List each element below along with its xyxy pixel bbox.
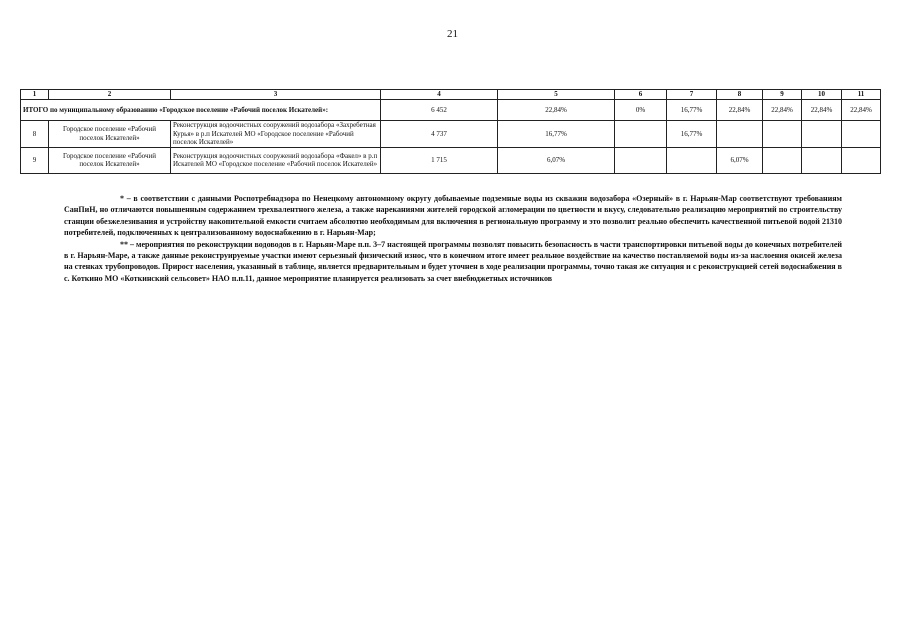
value-cell [717,121,763,148]
settlement-cell: Городское поселение «Рабочий поселок Искателей» [49,147,171,173]
table-header-row [21,90,881,100]
header-cell: 1 [21,90,49,100]
footnote-1: * – в соответствии с данными Роспотребнадзора по Ненецкому автономному округу добываемые подземные воды из скважин водозабора «Озерный» в г. Нарьян-Мар соответствуют требованиям СанПиН, но отличаются повышенным содержанием трехвалентного железа, а также нареканиями жителей городской агломерации по цветности и вкусу, следовательно реализацию мероприятий по строительству станции обезжелезивания и устройству накопительной емкости считаем абсолютно необходимым для включения в региональную программу и это позволит реально обеспечить качественной питьевой водой 21310 потребителей, подключенных к централизованному водоснабжению в г. Нарьян-Мар; [64,194,842,238]
settlement-cell: Городское поселение «Рабочий поселок Искателей» [49,121,171,148]
header-cell: 3 [171,90,381,100]
project-cell: Реконструкция водоочистных сооружений водозабора «Факел» в р.п Искателей МО «Городское поселение «Рабочий поселок Искателей» [171,147,381,173]
value-cell: 16,77% [498,121,615,148]
total-cell: 0% [615,100,667,121]
value-cell [802,147,842,173]
header-cell: 10 [802,90,842,100]
header-cell: 6 [615,90,667,100]
table-row [21,147,881,173]
value-cell [763,147,802,173]
total-label: ИТОГО по муниципальному образованию «Городское поселение «Рабочий поселок Искателей»: [21,100,381,121]
value-cell: 1 715 [381,147,498,173]
total-cell: 16,77% [667,100,717,121]
footnotes [64,193,842,284]
total-cell: 22,84% [498,100,615,121]
total-cell: 22,84% [802,100,842,121]
value-cell [842,147,881,173]
value-cell: 4 737 [381,121,498,148]
header-cell: 8 [717,90,763,100]
header-cell: 11 [842,90,881,100]
footnote-2: ** – мероприятия по реконструкции водоводов в г. Нарьян-Маре п.п. 3–7 настоящей программы позволят повысить безопасность в части транспортировки питьевой воды до конечных потребителей в г. Нарьян-Маре, а также данные реконструируемые участки имеют серьезный физический износ, что в конечном итоге имеет реальное воздействие на качество поставляемой воды из-за наслоения окисей железа на стенках трубопроводов. Прирост населения, указанный в таблице, является предварительным и будет уточнен в ходе реализации программы, точно такая же ситуация и с реконструкцией сетей водоснабжения в с. Коткино МО «Коткинский сельсовет» НАО п.п.11, данное мероприятие планируется реализовать за счет внебюджетных источников [64,239,842,283]
total-cell: 22,84% [717,100,763,121]
header-cell: 7 [667,90,717,100]
table-row [21,121,881,148]
value-cell: 16,77% [667,121,717,148]
value-cell [763,121,802,148]
value-cell [615,121,667,148]
data-table [20,89,881,174]
total-cell: 22,84% [763,100,802,121]
page-number: 21 [447,28,458,40]
header-cell: 4 [381,90,498,100]
project-cell: Реконструкция водоочистных сооружений водозабора «Захребетная Курья» в р.п Искателей МО «Городское поселение «Рабочий поселок Искателей» [171,121,381,148]
total-row [21,100,881,121]
total-cell: 6 452 [381,100,498,121]
value-cell [667,147,717,173]
row-number: 9 [21,147,49,173]
value-cell [842,121,881,148]
value-cell [615,147,667,173]
header-cell: 9 [763,90,802,100]
value-cell: 6,07% [717,147,763,173]
header-cell: 5 [498,90,615,100]
value-cell: 6,07% [498,147,615,173]
value-cell [802,121,842,148]
row-number: 8 [21,121,49,148]
total-cell: 22,84% [842,100,881,121]
header-cell: 2 [49,90,171,100]
